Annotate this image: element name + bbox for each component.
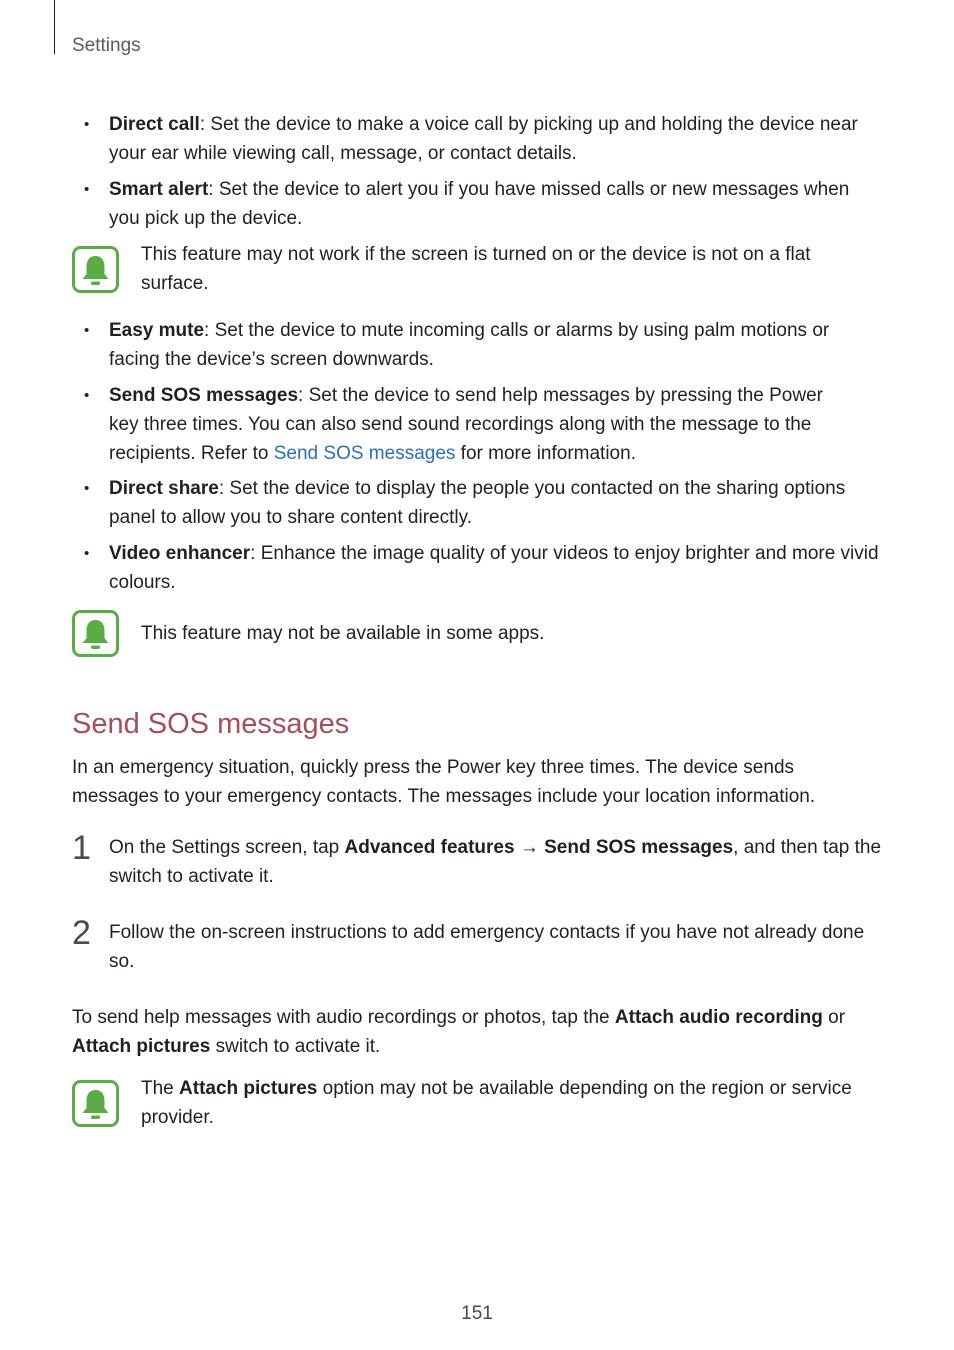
step-text-part: On the Settings screen, tap	[109, 837, 345, 858]
step-number: 2	[72, 914, 91, 952]
note-text	[141, 1074, 881, 1132]
list-item-direct-call	[109, 110, 885, 168]
page-number: 151	[461, 1303, 493, 1324]
note-text: This feature may not be available in some apps.	[141, 623, 545, 644]
attach-pictures-label: Attach pictures	[72, 1036, 211, 1057]
bullet-dot: •	[84, 181, 90, 198]
arrow-icon: →	[514, 837, 545, 858]
list-item-easy-mute	[109, 316, 885, 374]
bullet-text: for more information.	[455, 443, 636, 464]
list-item-direct-share	[109, 474, 885, 532]
header-rule	[54, 0, 55, 54]
step-text	[109, 833, 885, 891]
bullet-text: : Set the device to send help messages by pressing the Power key three times. You can also send sound recordings along with the message to the recipients. Refer to	[109, 385, 823, 464]
attach-pictures-label: Attach pictures	[179, 1078, 318, 1099]
note-part: The	[141, 1078, 180, 1099]
list-item-smart-alert	[109, 175, 885, 233]
bullet-term: Direct call	[109, 114, 200, 135]
menu-path-send-sos: Send SOS messages	[544, 837, 734, 858]
bullet-text: : Set the device to mute incoming calls or alarms by using palm motions or facing the device’s screen downwards.	[109, 320, 830, 370]
step-number: 1	[72, 829, 91, 867]
bullet-text: : Enhance the image quality of your videos to enjoy brighter and more vivid colours.	[109, 543, 879, 593]
header-section-title: Settings	[72, 35, 141, 56]
bullet-dot: •	[84, 116, 90, 133]
step-text: Follow the on-screen instructions to add emergency contacts if you have not already done so.	[109, 922, 865, 972]
send-sos-messages-link[interactable]: Send SOS messages	[273, 443, 456, 464]
notification-bell-icon	[72, 610, 119, 657]
bullet-text: : Set the device to make a voice call by picking up and holding the device near your ear while viewing call, message, or contact details.	[109, 114, 858, 164]
section-heading: Send SOS messages	[72, 708, 350, 740]
note-part: option may not be available depending on the region or service provider.	[141, 1078, 852, 1128]
step-text-part: , and then tap the switch to activate it.	[109, 837, 882, 887]
bullet-term: Smart alert	[109, 179, 209, 200]
bullet-dot: •	[84, 545, 90, 562]
note-text: This feature may not work if the screen is turned on or the device is not on a flat surface.	[141, 244, 811, 294]
notification-bell-icon	[72, 246, 119, 293]
attach-audio-recording-label: Attach audio recording	[614, 1007, 823, 1028]
bullet-dot: •	[84, 387, 90, 404]
notification-bell-icon	[72, 1080, 119, 1127]
intro-paragraph: In an emergency situation, quickly press the Power key three times. The device sends messages to your emergency contacts. The messages include your location information.	[72, 757, 816, 807]
paragraph-part: To send help messages with audio recordings or photos, tap the	[72, 1007, 615, 1028]
bullet-term: Direct share	[109, 478, 219, 499]
attach-paragraph	[72, 1003, 884, 1061]
menu-path-advanced-features: Advanced features	[344, 837, 515, 858]
bullet-dot: •	[84, 480, 90, 497]
bullet-term: Send SOS messages	[109, 385, 299, 406]
bullet-text: : Set the device to alert you if you have missed calls or new messages when you pick up the device.	[109, 179, 850, 229]
list-item-video-enhancer	[109, 539, 885, 597]
list-item-send-sos	[109, 381, 829, 468]
bullet-term: Easy mute	[109, 320, 205, 341]
paragraph-part: or	[822, 1007, 846, 1028]
bullet-text: : Set the device to display the people you contacted on the sharing options panel to allow you to share content directly.	[109, 478, 846, 528]
paragraph-part: switch to activate it.	[210, 1036, 381, 1057]
bullet-dot: •	[84, 322, 90, 339]
bullet-term: Video enhancer	[109, 543, 251, 564]
